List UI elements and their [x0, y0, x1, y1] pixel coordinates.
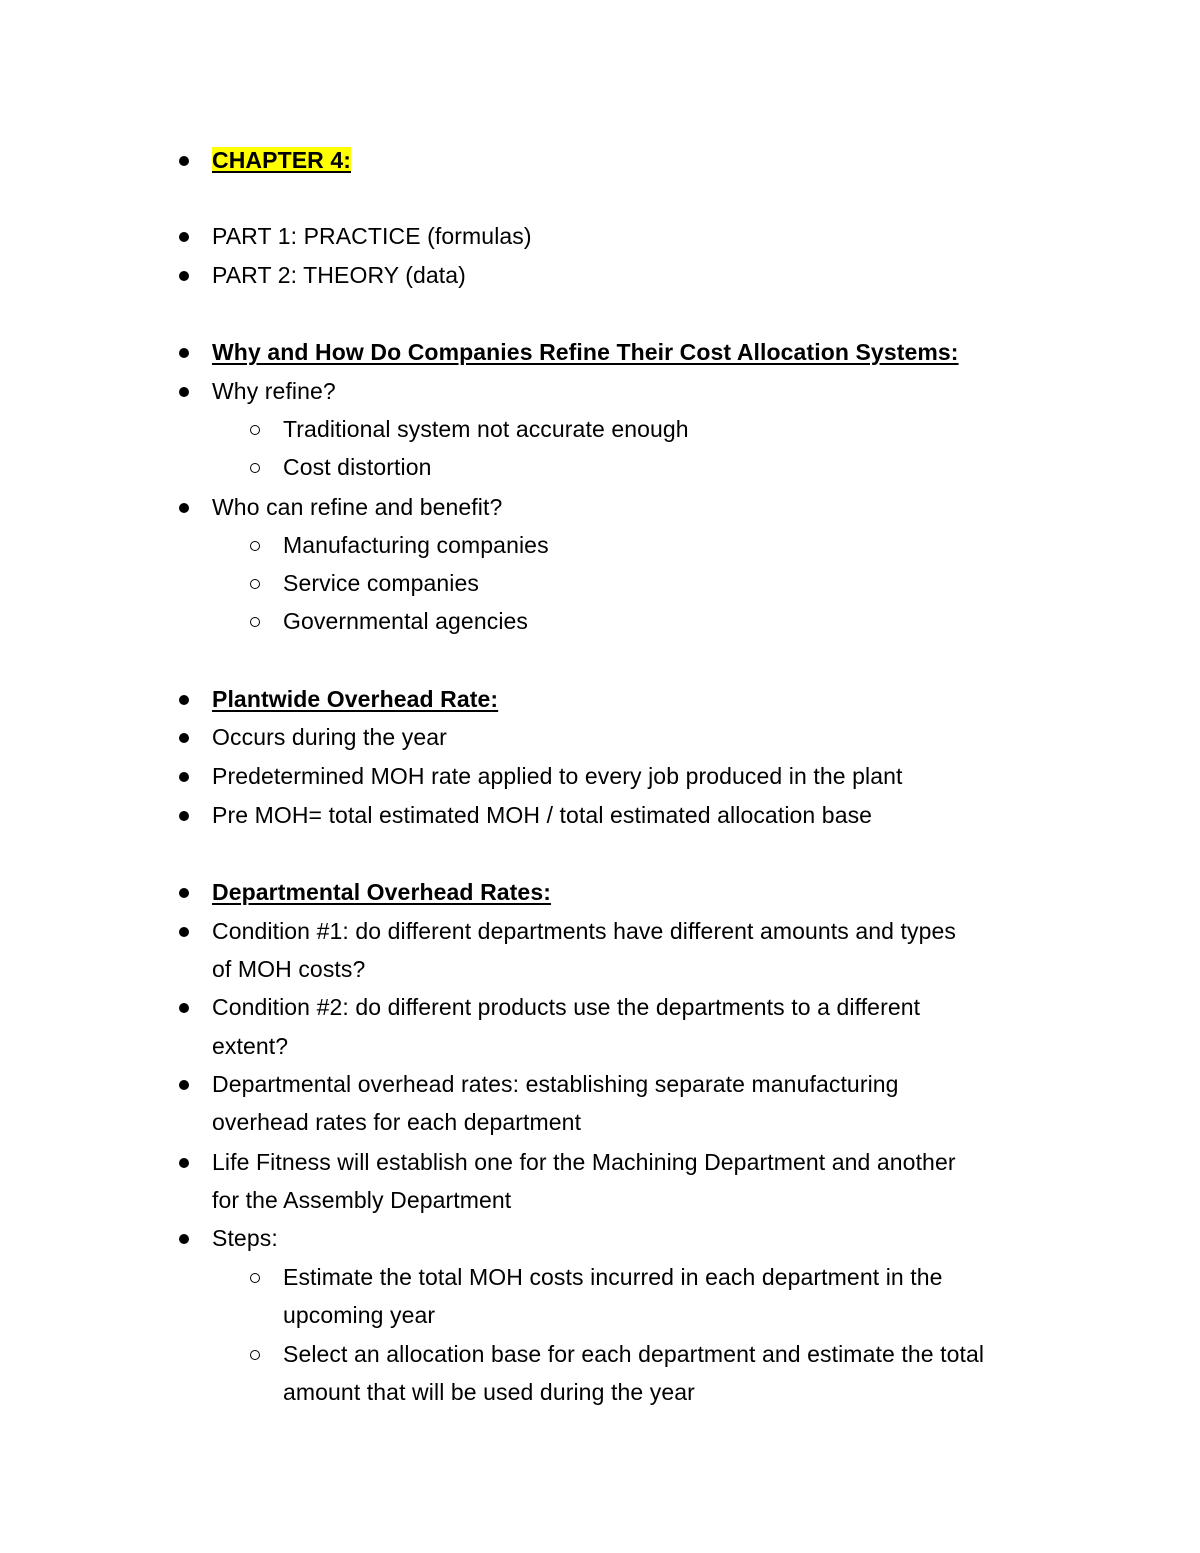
sub-item-manufacturing: Manufacturing companies: [283, 532, 549, 558]
bullet-icon: [179, 503, 189, 513]
sub-item-step-2-cont: amount that will be used during the year: [283, 1379, 695, 1405]
list-item-condition-1: Condition #1: do different departments have different amounts and types: [212, 918, 957, 944]
circle-bullet-icon: [250, 617, 260, 627]
chapter-title-text: CHAPTER 4:: [212, 147, 352, 173]
bullet-icon: [179, 811, 189, 821]
bullet-icon: [179, 1158, 189, 1168]
list-item-pre-moh-formula: Pre MOH= total estimated MOH / total estimated allocation base: [212, 802, 873, 828]
section-heading-refine: Why and How Do Companies Refine Their Cost Allocation Systems:: [212, 339, 959, 365]
list-item-life-fitness: Life Fitness will establish one for the Machining Department and another: [212, 1149, 956, 1175]
sub-item-step-1-cont: upcoming year: [283, 1302, 436, 1328]
section-heading-departmental: Departmental Overhead Rates:: [212, 879, 551, 905]
bullet-icon: [179, 1234, 189, 1244]
circle-bullet-icon: [250, 579, 260, 589]
sub-item-traditional-system: Traditional system not accurate enough: [283, 416, 689, 442]
sub-item-cost-distortion: Cost distortion: [283, 454, 432, 480]
bullet-icon: [179, 695, 189, 705]
list-item-predetermined: Predetermined MOH rate applied to every job produced in the plant: [212, 763, 903, 789]
list-item-dept-rates-cont: overhead rates for each department: [212, 1109, 582, 1135]
list-item-condition-2-cont: extent?: [212, 1033, 289, 1059]
bullet-icon: [179, 232, 189, 242]
list-item-who-refine: Who can refine and benefit?: [212, 494, 503, 520]
circle-bullet-icon: [250, 425, 260, 435]
bullet-icon: [179, 271, 189, 281]
bullet-icon: [179, 156, 189, 166]
part-2-item: PART 2: THEORY (data): [212, 262, 466, 288]
circle-bullet-icon: [250, 463, 260, 473]
list-item-condition-1-cont: of MOH costs?: [212, 956, 366, 982]
bullet-icon: [179, 888, 189, 898]
circle-bullet-icon: [250, 541, 260, 551]
bullet-icon: [179, 927, 189, 937]
part-1-item: PART 1: PRACTICE (formulas): [212, 223, 532, 249]
list-item-steps: Steps:: [212, 1225, 278, 1251]
bullet-icon: [179, 1080, 189, 1090]
list-item-why-refine: Why refine?: [212, 378, 336, 404]
bullet-icon: [179, 387, 189, 397]
circle-bullet-icon: [250, 1350, 260, 1360]
sub-item-step-2: Select an allocation base for each department and estimate the total: [283, 1341, 985, 1367]
list-item-condition-2: Condition #2: do different products use the departments to a different: [212, 994, 921, 1020]
chapter-title: [212, 145, 351, 175]
sub-item-governmental: Governmental agencies: [283, 608, 529, 634]
section-heading-plantwide: Plantwide Overhead Rate:: [212, 686, 499, 712]
sub-item-service: Service companies: [283, 570, 480, 596]
bullet-icon: [179, 1003, 189, 1013]
list-item-occurs: Occurs during the year: [212, 724, 447, 750]
sub-item-step-1: Estimate the total MOH costs incurred in each department in the: [283, 1264, 943, 1290]
bullet-icon: [179, 772, 189, 782]
bullet-icon: [179, 348, 189, 358]
circle-bullet-icon: [250, 1273, 260, 1283]
list-item-life-fitness-cont: for the Assembly Department: [212, 1187, 512, 1213]
bullet-icon: [179, 733, 189, 743]
list-item-dept-rates: Departmental overhead rates: establishing separate manufacturing: [212, 1071, 899, 1097]
